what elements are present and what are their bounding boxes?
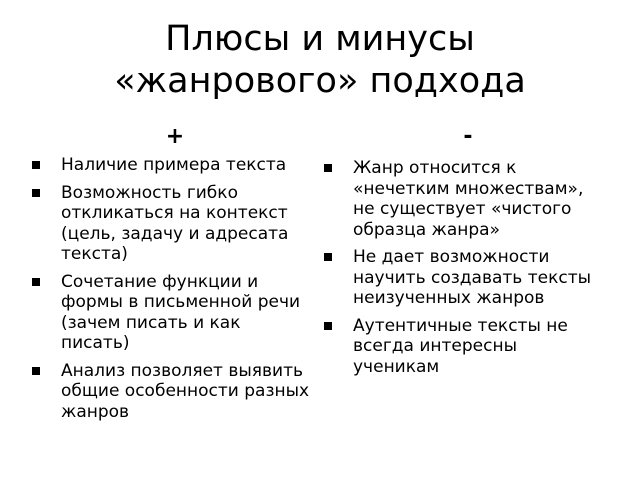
cons-list-item [324, 247, 599, 309]
cons-list-item [324, 316, 599, 378]
cons-heading: - [463, 124, 473, 149]
pros-list-item [32, 155, 310, 176]
cons-list [324, 158, 599, 384]
cons-item-text: Жанр относится к «нечетким множествам», не существует «чистого образца жанра» [353, 158, 584, 240]
bullet-icon [324, 164, 332, 172]
bullet-icon [32, 189, 40, 197]
slide-title-line-1: Плюсы и минусы [165, 19, 475, 59]
bullet-icon [32, 278, 40, 286]
cons-item-text: Не дает возможности научить создавать тексты неизученных жанров [353, 247, 592, 308]
bullet-icon [32, 161, 40, 169]
bullet-icon [324, 253, 332, 261]
pros-heading: + [165, 124, 185, 149]
pros-item-text: Возможность гибко откликаться на контекст (цель, задачу и адресата текста) [61, 182, 289, 264]
cons-list-item [324, 158, 599, 240]
bullet-icon [324, 322, 332, 330]
cons-item-text: Аутентичные тексты не всегда интересны ученикам [353, 315, 568, 377]
pros-list-item [32, 183, 310, 265]
pros-item-text: Анализ позволяет выявить общие особенности разных жанров [61, 360, 310, 422]
slide-title-line-2: «жанрового» подхода [114, 61, 526, 101]
pros-list-item [32, 272, 310, 354]
bullet-icon [32, 367, 40, 375]
pros-list [32, 155, 310, 429]
pros-item-text: Наличие примера текста [61, 155, 287, 175]
pros-list-item [32, 361, 310, 423]
slide-title [0, 18, 640, 102]
pros-item-text: Сочетание функции и формы в письменной речи (зачем писать и как писать) [61, 271, 301, 353]
